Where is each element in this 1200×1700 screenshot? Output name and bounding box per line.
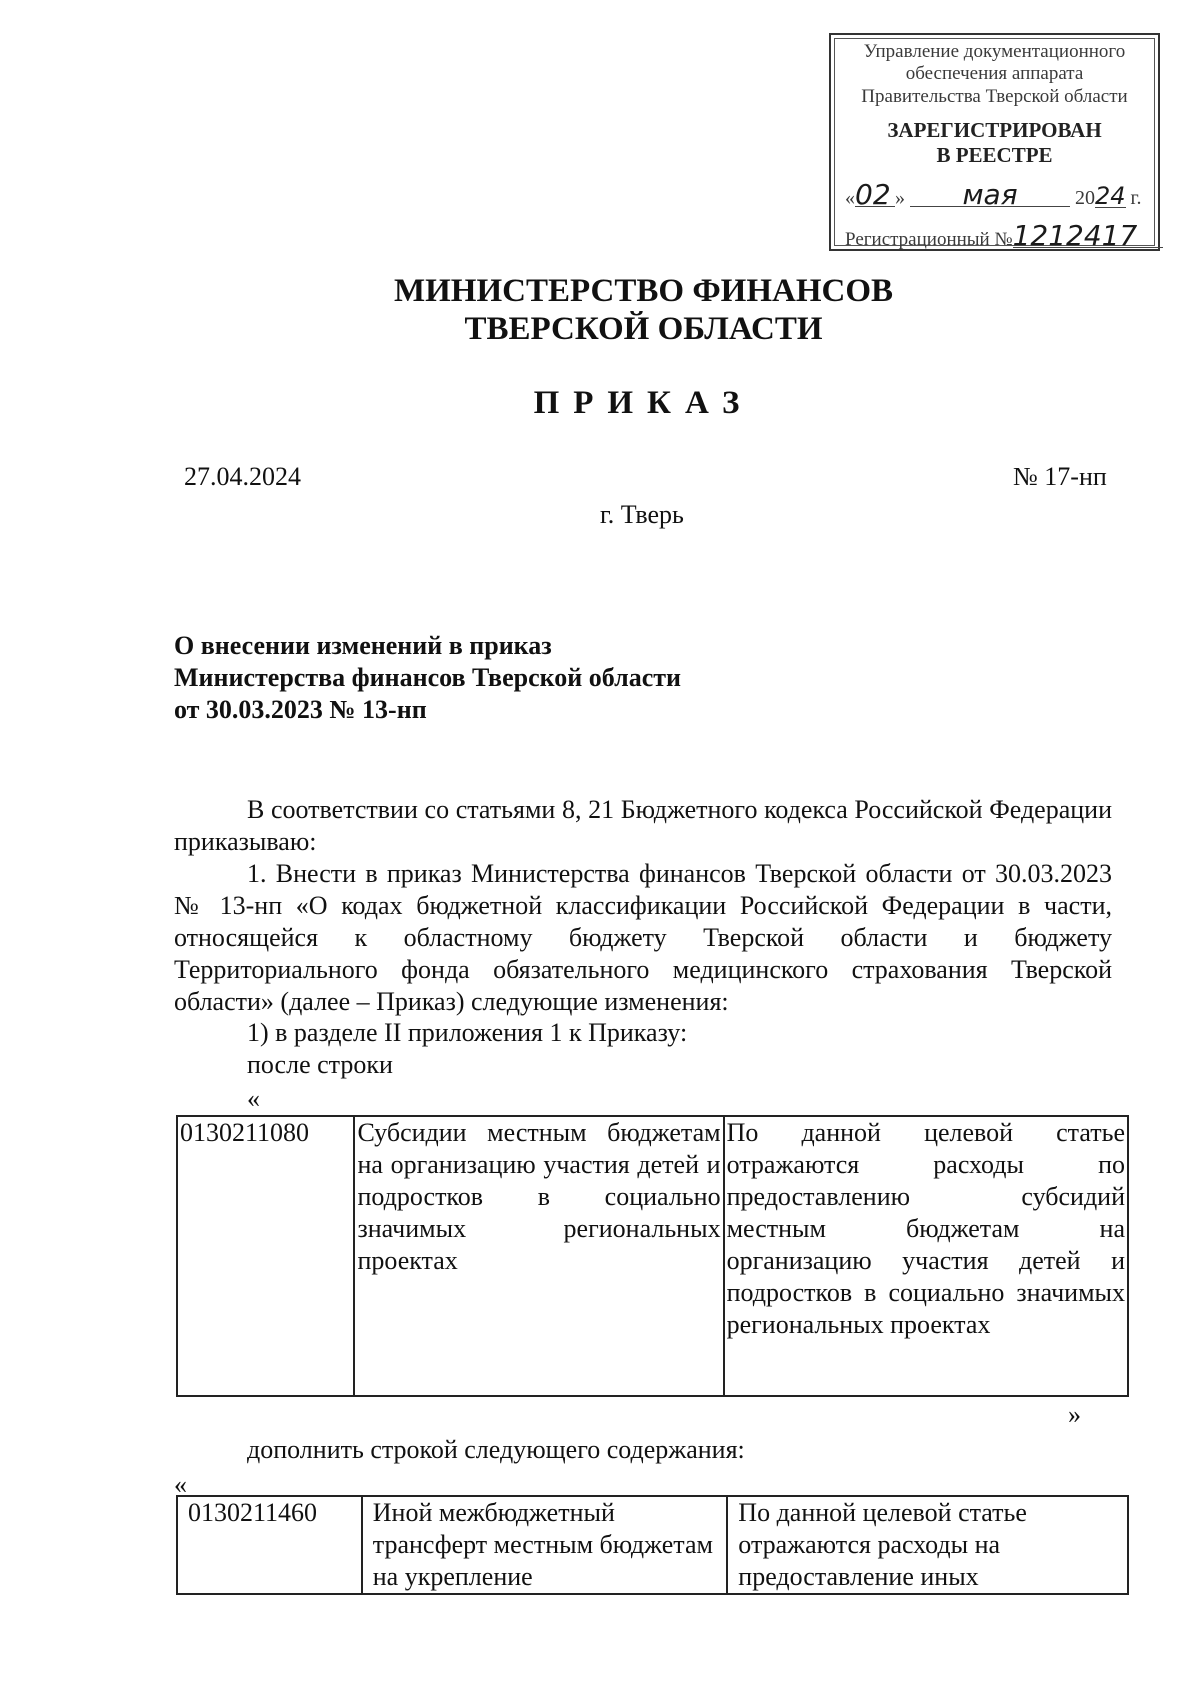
stamp-date-day: 02 <box>855 184 895 207</box>
stamp-frame <box>834 38 1155 252</box>
body-paragraph: 1. Внести в приказ Министерства финансов Тверской области от 30.03.2023 № 13-нп «О кодах бюджетной классификации Российской Федерации в части, относящейся к областному бюджету Тверской области и бюджету Территориального фонда обязательного медицинского страхования Тверской области» (далее – Приказ) следующие изменения: <box>174 859 1112 1016</box>
table-cell-code: 0130211080 <box>177 1116 354 1396</box>
open-quote: « <box>174 1470 187 1499</box>
table-cell-name: Субсидии местным бюджетам на организацию участия детей и подростков в социально значимых региональных проектах <box>354 1116 723 1396</box>
stamp-department: Управление документационного <box>863 41 1126 62</box>
stamp-department: Правительства Тверской области <box>861 86 1128 107</box>
registration-stamp <box>829 33 1160 251</box>
stamp-date-year: 20 <box>1075 187 1095 209</box>
stamp-status: ЗАРЕГИСТРИРОВАН <box>887 118 1102 142</box>
stamp-date-quote: « <box>845 187 855 209</box>
table-row <box>177 1496 1128 1594</box>
subject-line: О внесении изменений в приказ <box>174 631 552 660</box>
body-paragraph: В соответствии со статьями 8, 21 Бюджетного кодекса Российской Федерации приказываю: <box>174 795 1112 856</box>
body-line: дополнить строкой следующего содержания: <box>247 1435 745 1464</box>
document-type: ПРИКАЗ <box>533 385 754 421</box>
document-number: № 17-нп <box>1013 462 1107 491</box>
subject-line: от 30.03.2023 № 13-нп <box>174 695 427 724</box>
document-date: 27.04.2024 <box>184 462 301 491</box>
kbk-table-new <box>176 1495 1129 1595</box>
stamp-reg-number: 1212417 <box>1013 225 1163 248</box>
open-quote: « <box>247 1084 260 1113</box>
stamp-date-year-unit: г. <box>1130 187 1142 209</box>
document-subject <box>174 630 681 726</box>
stamp-date-month: мая <box>910 184 1070 207</box>
ministry-title <box>0 272 1200 348</box>
table-row <box>177 1116 1128 1396</box>
subject-line: Министерства финансов Тверской области <box>174 663 681 692</box>
body-line: после строки <box>247 1050 393 1079</box>
stamp-status: В РЕЕСТРЕ <box>936 143 1053 167</box>
close-quote: » <box>1068 1400 1081 1429</box>
stamp-date <box>845 178 1142 211</box>
ministry-title-line: МИНИСТЕРСТВО ФИНАНСОВ <box>393 273 894 309</box>
stamp-department: обеспечения аппарата <box>905 63 1084 84</box>
table-cell-name: Иной межбюджетный трансферт местным бюджетам на укрепление <box>362 1496 728 1594</box>
table-cell-description: По данной целевой статье отражаются расходы по предоставлению субсидий местным бюджетам на организацию участия детей и подростков в социально значимых региональных проектах <box>724 1116 1128 1396</box>
ministry-title-line: ТВЕРСКОЙ ОБЛАСТИ <box>464 311 823 347</box>
stamp-date-quote: » <box>895 187 905 209</box>
document-city: г. Тверь <box>600 500 684 529</box>
table-cell-code: 0130211460 <box>177 1496 362 1594</box>
table-cell-description: По данной целевой статье отражаются расходы на предоставление иных <box>727 1496 1128 1594</box>
stamp-registration <box>845 219 1163 252</box>
body-item: 1) в разделе II приложения 1 к Приказу: <box>247 1018 688 1047</box>
stamp-reg-label: Регистрационный № <box>845 229 1013 250</box>
stamp-date-year-handwritten: 24 <box>1095 182 1126 210</box>
kbk-table-existing <box>176 1115 1129 1397</box>
